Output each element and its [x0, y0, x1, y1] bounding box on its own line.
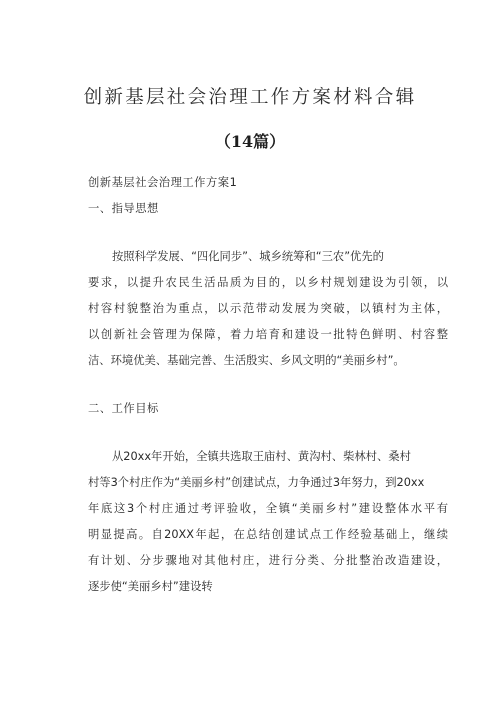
heading-work-goals: 二、工作目标: [88, 402, 159, 415]
paragraph-line: 要求，以提升农民生活品质为目的，以乡村规划建设为引领，以: [88, 276, 448, 289]
document-subtitle: （14篇）: [214, 132, 286, 151]
paragraph-line: 有计划、分步骤地对其他村庄，进行分类、分批整治改造建设，: [88, 554, 448, 567]
paragraph-line: 以创新社会管理为保障，着力培育和建设一批特色鲜明、村容整: [88, 328, 448, 341]
paragraph-line: 洁、环境优美、基础完善、生活殷实、乡风文明的“美丽乡村”。: [88, 354, 405, 367]
paragraph-line: 明显提高。自20XX年起，在总结创建试点工作经验基础上，继续: [88, 528, 448, 541]
heading-guiding-ideology: 一、指导思想: [88, 202, 159, 215]
paragraph-line: 村等3个村庄作为“美丽乡村”创建试点，力争通过3年努力，到20xx: [88, 476, 425, 489]
section-title: 创新基层社会治理工作方案1: [88, 176, 238, 189]
paragraph-line: 村容村貌整治为重点，以示范带动发展为突破，以镇村为主体，: [88, 302, 448, 315]
paragraph-line: 逐步使“美丽乡村”建设转: [88, 580, 213, 593]
document-title: 创新基层社会治理工作方案材料合辑: [83, 87, 417, 108]
paragraph-line: 年底这3个村庄通过考评验收，全镇“美丽乡村”建设整体水平有: [88, 502, 448, 515]
paragraph-line: 从20xx年开始，全镇共选取王庙村、黄沟村、柴林村、桑村: [112, 450, 411, 463]
paragraph-line: 按照科学发展、“四化同步”、城乡统筹和“三农”优先的: [112, 250, 384, 263]
